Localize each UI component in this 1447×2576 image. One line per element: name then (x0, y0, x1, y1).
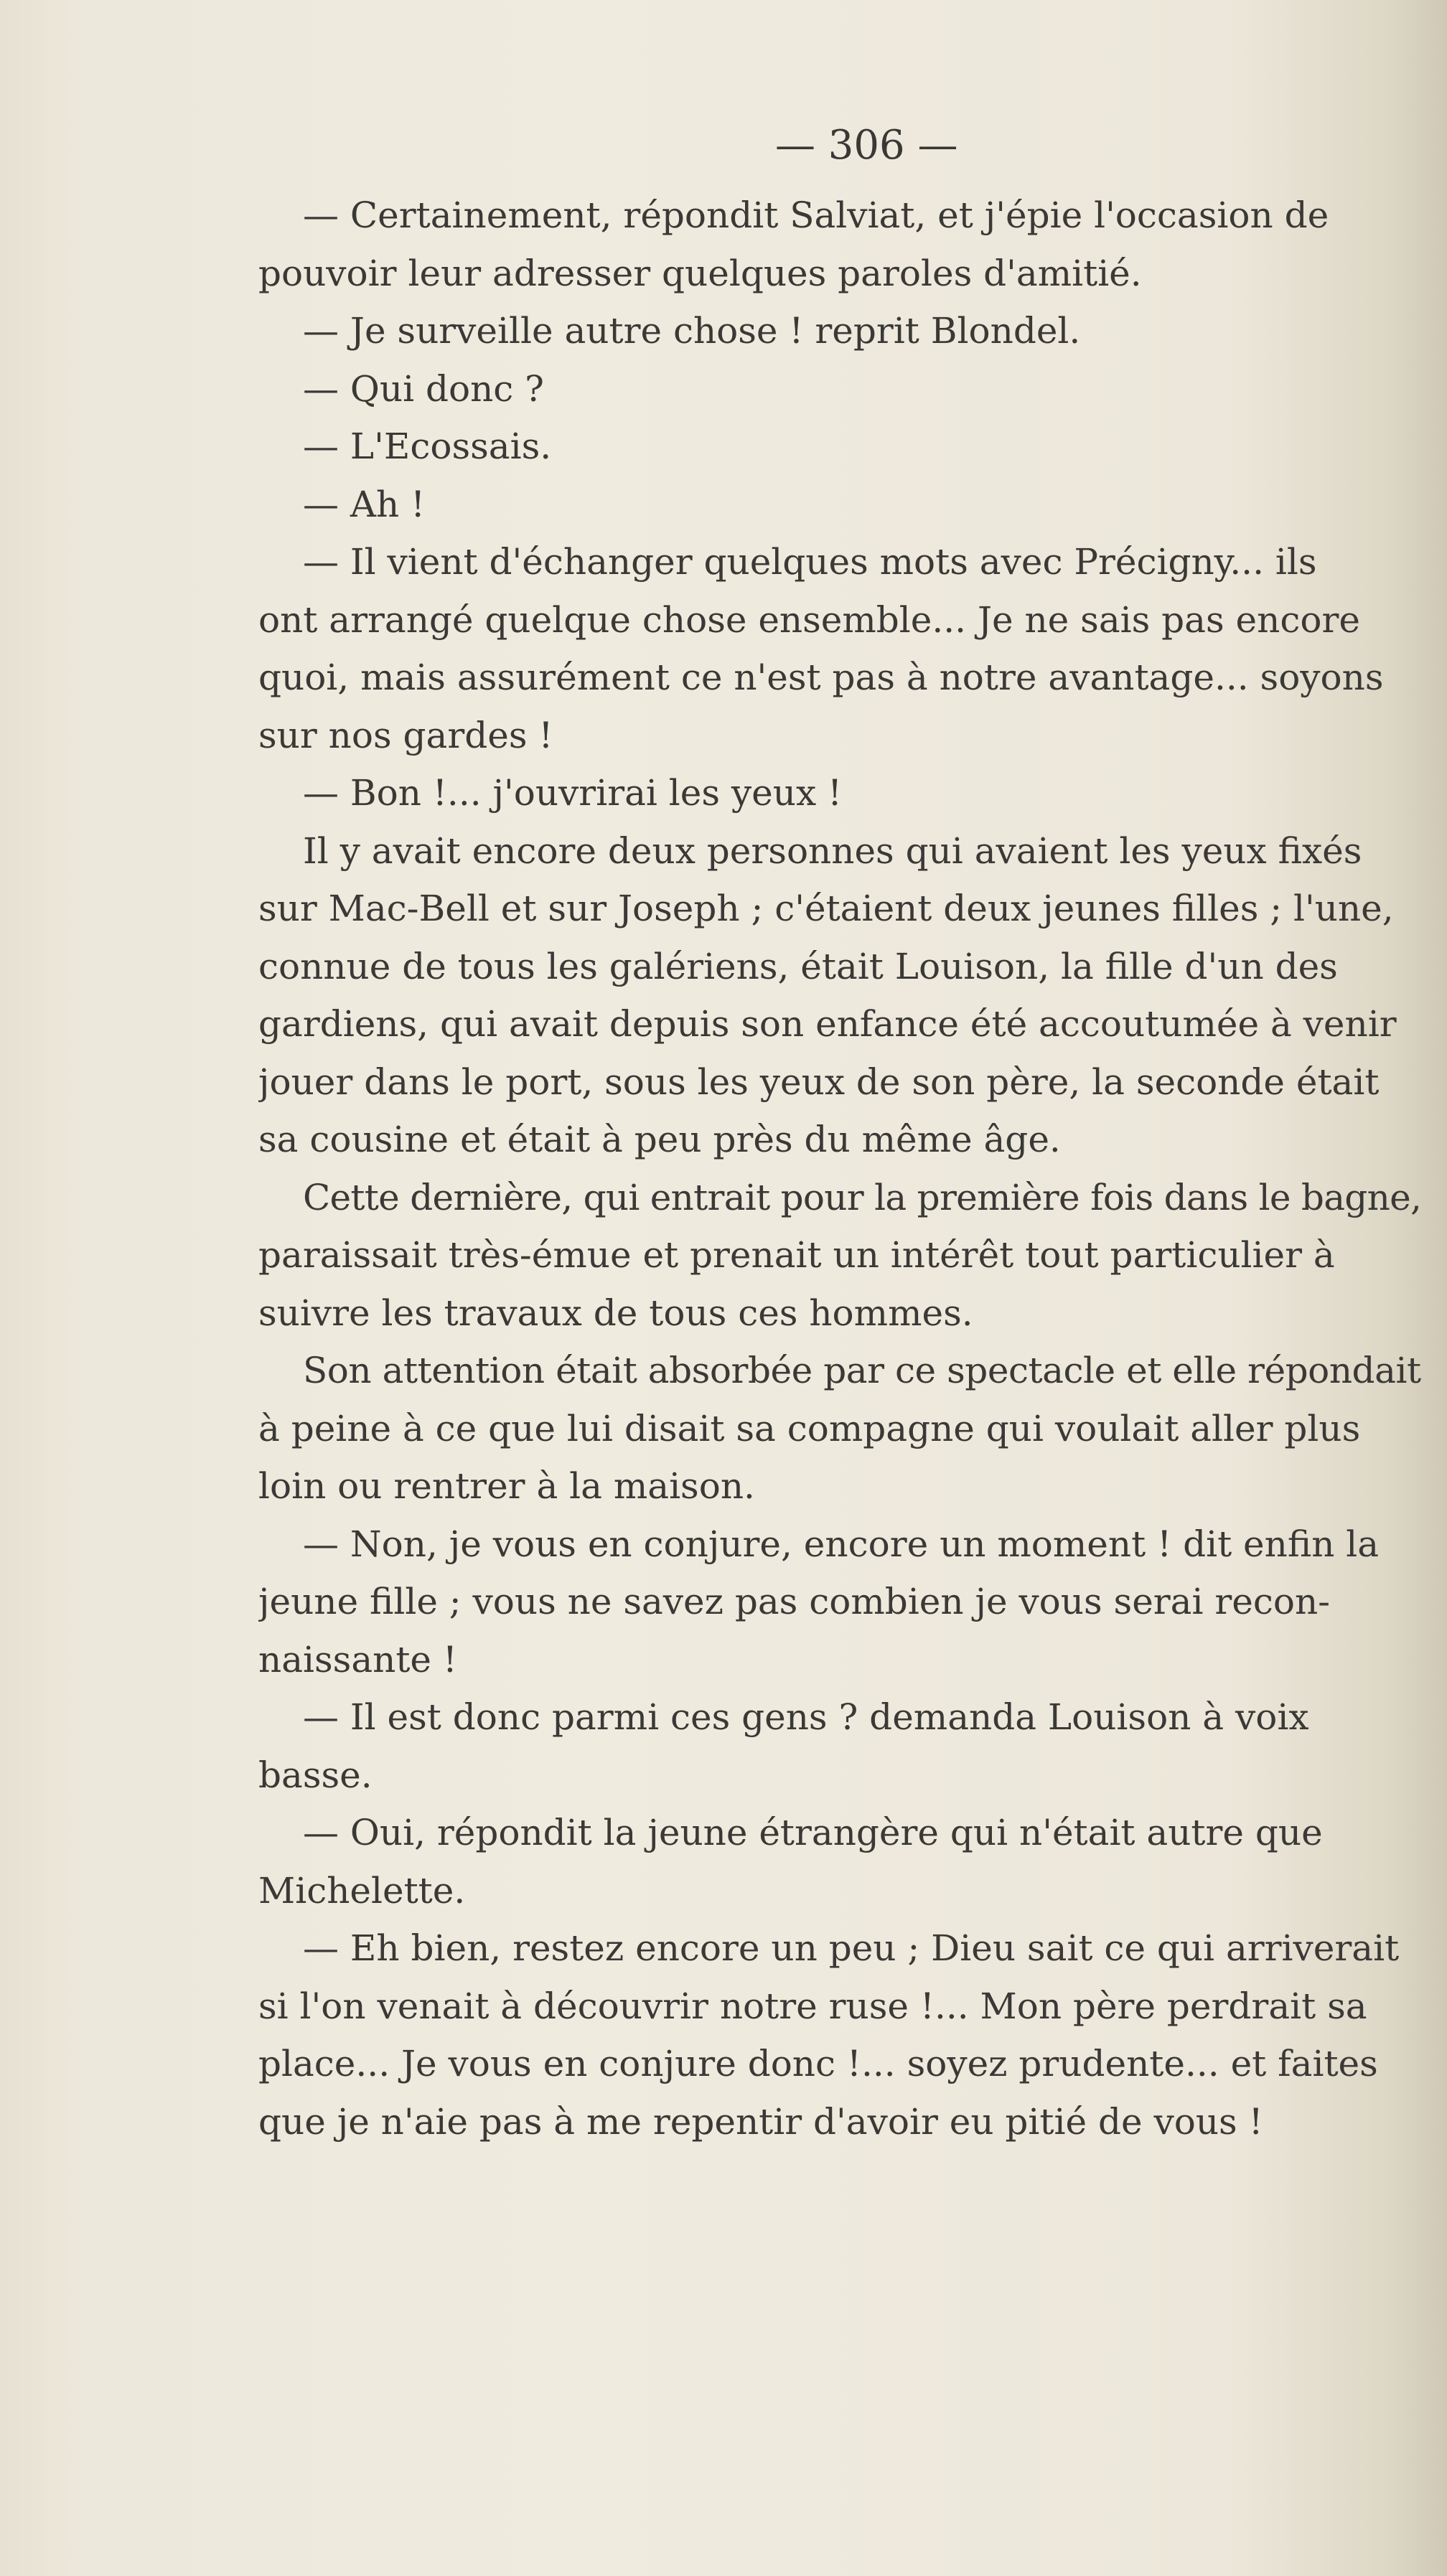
text-line: que je n'aie pas à me repentir d'avoir eu pitié de vous ! (258, 2100, 1263, 2143)
text-line: Il y avait encore deux personnes qui avaient les yeux fixés (303, 829, 1362, 872)
text-line: Cette dernière, qui entrait pour la première fois dans le bagne, (303, 1176, 1421, 1218)
text-line: — Qui donc ? (303, 367, 544, 410)
text-line: Son attention était absorbée par ce spectacle et elle répondait (303, 1350, 1421, 1391)
text-line: sur nos gardes ! (258, 714, 553, 756)
text-line: — Eh bien, restez encore un peu ; Dieu sait ce qui arriverait (303, 1927, 1400, 1969)
text-line: suivre les travaux de tous ces hommes. (258, 1292, 973, 1334)
text-line: quoi, mais assurément ce n'est pas à notre avantage... soyons (258, 657, 1384, 698)
text-line: — Il est donc parmi ces gens ? demanda Louison à voix (303, 1696, 1309, 1738)
text-line: jouer dans le port, sous les yeux de son père, la seconde était (258, 1061, 1380, 1103)
text-line: si l'on venait à découvrir notre ruse !... Mon père perdrait sa (258, 1985, 1367, 2027)
text-line: connue de tous les galériens, était Louison, la fille d'un des (258, 945, 1338, 987)
text-line: basse. (258, 1754, 373, 1796)
text-line: sa cousine et était à peu près du même âge. (258, 1119, 1061, 1160)
page-number: — 306 — (775, 122, 958, 169)
text-line: naissante ! (258, 1638, 458, 1680)
text-line: place... Je vous en conjure donc !... soyez prudente... et faites (258, 2043, 1378, 2084)
text-line: à peine à ce que lui disait sa compagne qui voulait aller plus (258, 1407, 1361, 1449)
text-line: — L'Ecossais. (303, 426, 552, 467)
text-line: paraissait très-émue et prenait un intérêt tout particulier à (258, 1234, 1335, 1276)
text-line: sur Mac-Bell et sur Joseph ; c'étaient deux jeunes filles ; l'une, (258, 888, 1394, 929)
text-line: — Il vient d'échanger quelques mots avec Précigny... ils (303, 541, 1317, 583)
text-line: pouvoir leur adresser quelques paroles d'amitié. (258, 252, 1142, 294)
text-line: — Non, je vous en conjure, encore un moment ! dit enfin la (303, 1523, 1380, 1565)
page-text (258, 187, 1421, 2150)
text-line: — Je surveille autre chose ! reprit Blondel. (303, 310, 1081, 352)
text-line: jeune fille ; vous ne savez pas combien je vous serai recon- (258, 1581, 1331, 1622)
text-line: — Oui, répondit la jeune étrangère qui n'était autre que (303, 1812, 1323, 1853)
text-line: gardiens, qui avait depuis son enfance été accoutumée à venir (258, 1003, 1397, 1045)
text-line: loin ou rentrer à la maison. (258, 1465, 755, 1507)
text-line: — Certainement, répondit Salviat, et j'épie l'occasion de (303, 194, 1329, 236)
text-line: ont arrangé quelque chose ensemble... Je ne sais pas encore (258, 598, 1360, 641)
text-line: Michelette. (258, 1869, 466, 1912)
text-line: — Ah ! (303, 483, 426, 525)
text-line: — Bon !... j'ouvrirai les yeux ! (303, 772, 843, 814)
